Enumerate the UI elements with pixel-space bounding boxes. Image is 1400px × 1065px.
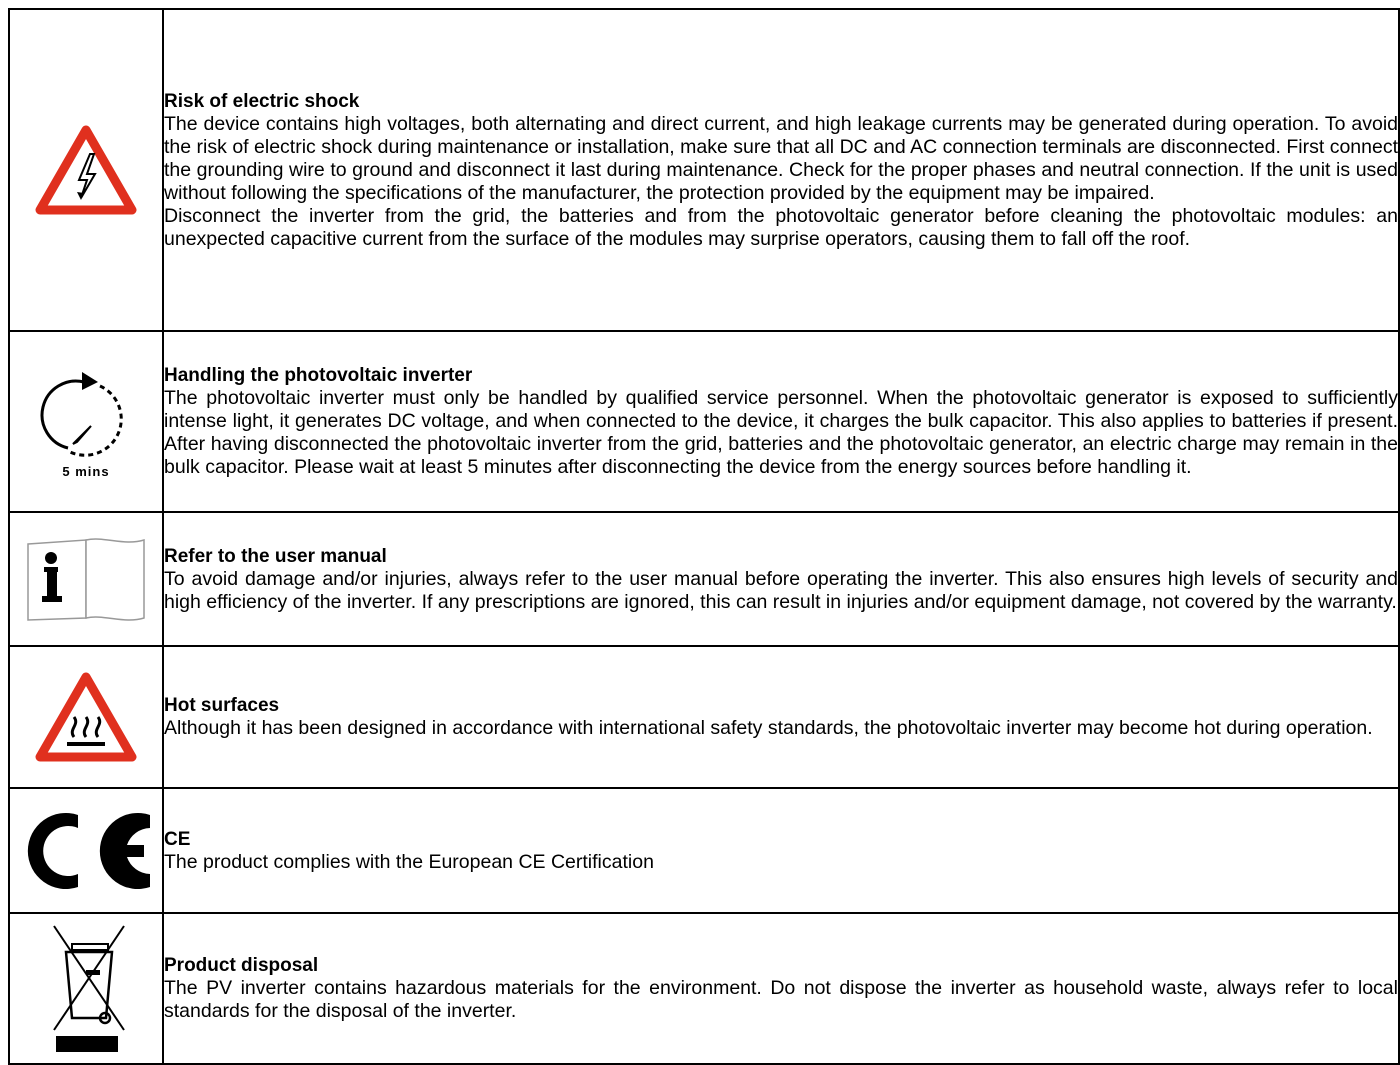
table-row (9, 913, 1399, 1064)
row-paragraph: The photovoltaic inverter must only be handled by qualified service personnel. When the photovoltaic generator is exposed to sufficiently intense light, it generates DC voltage, and when connected to the device, it charges the bulk capacitor. This also applies to batteries if present. After having disconnected the photovoltaic inverter from the grid, batteries and the photovoltaic generator, an electric charge may remain in the bulk capacitor. Please wait at least 5 minutes after disconnecting the device from the energy sources before handling it. (164, 387, 1398, 478)
row-paragraph: To avoid damage and/or injuries, always refer to the user manual before operating the inverter. This also ensures high levels of security and high efficiency of the inverter. If any prescriptions are ignored, this can result in injuries and/or equipment damage, not covered by the warranty. (164, 567, 1398, 613)
weee-crossed-bin-icon (10, 922, 162, 1056)
icon-cell (9, 913, 163, 1064)
text-cell (163, 331, 1399, 512)
icon-cell (9, 788, 163, 913)
safety-symbols-table (8, 8, 1400, 1065)
icon-cell (9, 512, 163, 646)
wait-5-minutes-icon (10, 362, 162, 482)
hot-surface-warning-icon (10, 671, 162, 763)
table-row (9, 9, 1399, 331)
icon-cell (9, 331, 163, 512)
row-paragraph: Although it has been designed in accordance with international safety standards, the photovoltaic inverter may become hot during operation. (164, 717, 1373, 739)
table-row (9, 512, 1399, 646)
row-title: Hot surfaces (164, 695, 280, 716)
row-paragraph: The PV inverter contains hazardous materials for the environment. Do not dispose the inverter as household waste, always refer to local standards for the disposal of the inverter. (164, 977, 1398, 1022)
icon-cell (9, 9, 163, 331)
row-title: Risk of electric shock (164, 90, 360, 112)
icon-cell (9, 646, 163, 788)
user-manual-icon (10, 536, 162, 622)
row-title: CE (164, 828, 191, 850)
table-row (9, 331, 1399, 512)
icon-caption: 5 mins (62, 463, 110, 479)
row-title: Refer to the user manual (164, 545, 387, 567)
text-cell (163, 646, 1399, 788)
table-row (9, 646, 1399, 788)
row-paragraph: The device contains high voltages, both alternating and direct current, and high leakage currents may be generated during operation. To avoid the risk of electric shock during maintenance or installation, make sure that all DC and AC connection terminals are disconnected. First connect the grounding wire to ground and disconnect it last during maintenance. Check for the proper phases and neutral connection. If the unit is used without following the specifications of the manufacturer, the protection provided by the equipment may be impaired. (164, 112, 1398, 204)
text-cell (163, 512, 1399, 646)
ce-mark-icon (10, 801, 162, 901)
row-paragraph: Disconnect the inverter from the grid, the batteries and from the photovoltaic generator before cleaning the photovoltaic modules: an unexpected capacitive current from the surface of the modules may surprise operators, causing them to fall off the roof. (164, 204, 1398, 250)
text-cell (163, 9, 1399, 331)
text-cell (163, 788, 1399, 913)
electric-shock-warning-icon (10, 124, 162, 216)
table-row (9, 788, 1399, 913)
row-paragraph: The product complies with the European CE Certification (164, 850, 654, 873)
row-title: Handling the photovoltaic inverter (164, 365, 473, 386)
text-cell (163, 913, 1399, 1064)
row-title: Product disposal (164, 955, 319, 976)
